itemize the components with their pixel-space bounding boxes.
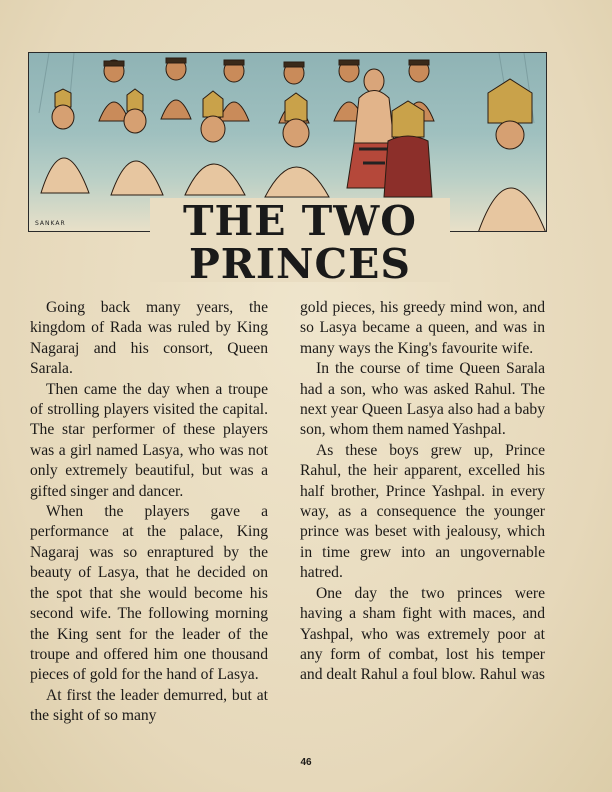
title-line-1: THE TWO [182, 197, 418, 245]
paragraph: As these boys grew up, Prince Rahul, the heir apparent, excelled his half brother, Prince Yashpal. in every way, as a consequence the younger prince was beset with jealousy, which in time grew into an ungovernable hatred. [300, 441, 545, 582]
story-title [150, 197, 450, 288]
paragraph: At first the leader demurred, but at the sight of so many [30, 686, 268, 725]
title-line-2: PRINCES [188, 240, 412, 288]
text-column-right [300, 298, 545, 686]
paragraph: Going back many years, the kingdom of Rada was ruled by King Nagaraj and his consort, Queen Sarala. [30, 299, 268, 378]
page-number: 46 [300, 757, 312, 768]
artist-signature: SANKAR [35, 220, 66, 227]
paragraph: One day the two princes were having a sham fight with maces, and Yashpal, who was extremely poor at any form of combat, lost his temper and dealt Rahul a foul blow. Rahul was [300, 584, 545, 684]
text-column-left [30, 298, 268, 727]
paragraph-continued: gold pieces, his greedy mind won, and so Lasya became a queen, and was in many ways the King's favourite wife. [300, 299, 545, 357]
paragraph: In the course of time Queen Sarala had a son, who was asked Rahul. The next year Queen Lasya also had a baby son, whom them named Yashpal. [300, 360, 545, 439]
paragraph: When the players gave a performance at the palace, King Nagaraj was so enraptured by the beauty of Lasya, that he decided on the spot that she would become his second wife. The following morning the King sent for the leader of the troupe and offered him one thousand pieces of gold for the hand of Lasya. [30, 503, 268, 684]
paragraph: Then came the day when a troupe of strolling players visited the capital. The star performer of these players was a girl named Lasya, who was not only extremely beautiful, but was a gifted singer and dancer. [30, 380, 268, 500]
